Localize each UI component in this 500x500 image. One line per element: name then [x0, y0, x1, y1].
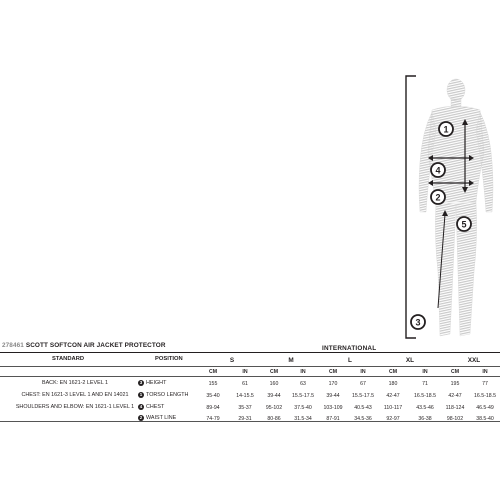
- table-cell: 42-47: [386, 393, 400, 399]
- standard-back: BACK: EN 1621-2 LEVEL 1: [41, 380, 109, 386]
- row-label: TORSO LENGTH: [146, 392, 189, 398]
- row-label: WAIST LINE: [146, 415, 177, 421]
- table-cell: 37.5-40: [294, 405, 312, 411]
- height-bracket: [406, 76, 416, 338]
- human-silhouette: [419, 79, 493, 336]
- table-cell: 118-124: [445, 405, 465, 411]
- position-header: POSITION: [155, 356, 183, 362]
- size-s: S: [229, 357, 235, 364]
- size-m: M: [288, 357, 294, 364]
- table-cell: 98-102: [446, 416, 464, 422]
- unit-s-in: IN: [242, 369, 248, 375]
- table-row-label: [138, 392, 188, 398]
- table-cell: 29-31: [238, 416, 252, 422]
- international-heading: INTERNATIONAL: [322, 345, 377, 352]
- unit-xl-in: IN: [422, 369, 428, 375]
- table-cell: 46.5-49: [476, 405, 494, 411]
- unit-s-cm: CM: [208, 369, 218, 375]
- table-row-label: [138, 380, 166, 386]
- table-cell: 35-40: [206, 393, 220, 399]
- product-name: SCOTT SOFTCON AIR JACKET PROTECTOR: [25, 342, 166, 349]
- unit-l-in: IN: [360, 369, 366, 375]
- table-cell: 195: [450, 381, 460, 387]
- table-cell: 39-44: [267, 393, 281, 399]
- table-cell: 16.5-18.5: [474, 393, 496, 399]
- table-top-rule: [0, 352, 500, 353]
- table-row-label: [138, 404, 164, 410]
- body-measurement-figure: [398, 72, 498, 342]
- table-cell: 16.5-18.5: [414, 393, 436, 399]
- table-cell: 110-117: [383, 405, 403, 411]
- product-code: 278461: [2, 342, 24, 349]
- row-number-icon: 3: [139, 380, 143, 385]
- table-row-label: [138, 415, 176, 421]
- table-cell: 95-102: [265, 405, 283, 411]
- table-cell: 170: [328, 381, 338, 387]
- unit-m-cm: CM: [269, 369, 279, 375]
- table-cell: 160: [269, 381, 279, 387]
- table-cell: 40.5-43: [354, 405, 372, 411]
- table-cell: 71: [422, 381, 428, 387]
- table-units-rule: [0, 376, 500, 377]
- table-cell: 43.5-46: [416, 405, 434, 411]
- table-cell: 77: [482, 381, 488, 387]
- table-cell: 80-86: [267, 416, 281, 422]
- table-cell: 42-47: [448, 393, 462, 399]
- marker-4-label: 4: [435, 165, 441, 176]
- table-cell: 15.5-17.5: [352, 393, 374, 399]
- marker-2-label: 2: [435, 192, 441, 203]
- unit-xl-cm: CM: [388, 369, 398, 375]
- table-cell: 38.5-40: [476, 416, 494, 422]
- unit-xxl-cm: CM: [450, 369, 460, 375]
- row-label: CHEST: [146, 404, 165, 410]
- marker-1-label: 1: [443, 124, 449, 135]
- table-cell: 61: [242, 381, 248, 387]
- table-cell: 67: [360, 381, 366, 387]
- table-cell: 155: [208, 381, 218, 387]
- table-cell: 36-38: [418, 416, 432, 422]
- row-label: HEIGHT: [146, 380, 167, 386]
- unit-l-cm: CM: [328, 369, 338, 375]
- unit-xxl-in: IN: [482, 369, 488, 375]
- marker-5-label: 5: [461, 219, 467, 230]
- standard-shoulders: SHOULDERS AND ELBOW: EN 1621-1 LEVEL 1: [15, 404, 135, 410]
- table-cell: 87-91: [326, 416, 340, 422]
- product-title: [2, 342, 166, 349]
- table-cell: 92-97: [386, 416, 400, 422]
- row-number-icon: 2: [139, 415, 143, 420]
- standard-header: STANDARD: [52, 356, 85, 362]
- size-l: L: [348, 357, 352, 364]
- size-xxl: XXL: [467, 357, 481, 364]
- table-cell: 180: [388, 381, 398, 387]
- unit-m-in: IN: [300, 369, 306, 375]
- marker-3-label: 3: [415, 317, 421, 328]
- table-cell: 39-44: [326, 393, 340, 399]
- table-cell: 74-79: [206, 416, 220, 422]
- size-xl: XL: [405, 357, 415, 364]
- table-cell: 63: [300, 381, 306, 387]
- table-cell: 34.5-36: [354, 416, 372, 422]
- row-number-icon: 4: [139, 404, 143, 409]
- table-cell: 31.5-34: [294, 416, 312, 422]
- table-cell: 15.5-17.5: [292, 393, 314, 399]
- table-cell: 89-94: [206, 405, 220, 411]
- table-header-rule: [0, 366, 500, 367]
- row-number-icon: 1: [139, 392, 143, 397]
- table-cell: 14-15.5: [236, 393, 254, 399]
- standard-chest: CHEST: EN 1621-3 LEVEL 1 AND EN 14021: [21, 392, 129, 398]
- table-cell: 103-109: [323, 405, 343, 411]
- table-cell: 35-37: [238, 405, 252, 411]
